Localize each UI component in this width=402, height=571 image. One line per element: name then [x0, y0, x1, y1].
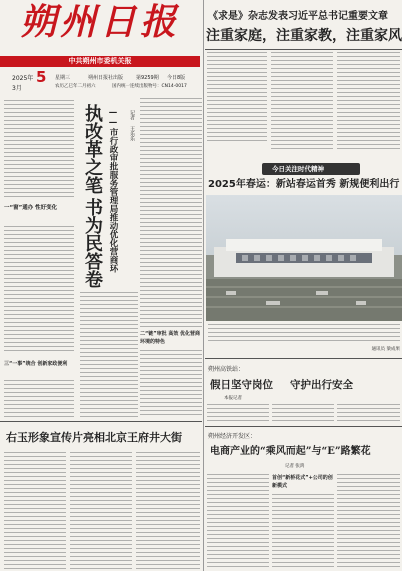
station-kicker: 朔州高铁站： [208, 366, 245, 373]
station-photo [206, 195, 402, 321]
feature-byline: 记者 王乐乐 [129, 110, 135, 141]
photo-credit: 通讯员 梁成果 [371, 347, 400, 352]
lead-body-col-1 [207, 52, 267, 144]
center-column-divider [203, 0, 204, 571]
station-photo-svg [206, 195, 402, 321]
newspaper-title: 朔州日报 [20, 2, 181, 42]
bottom-right-body-col-2 [272, 494, 334, 570]
masthead [0, 0, 200, 95]
feature-headline-1: 执改革之笔 [82, 104, 103, 194]
feature-body-col-1b [4, 226, 74, 354]
lead-rule [205, 49, 402, 50]
station-byline: 本报记者 [224, 396, 242, 401]
banner-ribbon [262, 163, 360, 175]
feature-body-col-2 [140, 98, 202, 328]
bottom-left-headline: 右玉形象宣传片亮相北京王府井大街 [6, 431, 182, 444]
station-body-col-3 [337, 404, 400, 422]
serial-number: 国内统一连续出版物号：CN14-0017 [112, 84, 187, 89]
bottom-left-body-col-3 [136, 452, 200, 570]
bottom-left-rule [0, 421, 202, 422]
bottom-right-section-label: 首创“新桥花式”+公司的创新模式 [272, 475, 333, 489]
page-count: 今日8版 [167, 75, 186, 81]
date-day: 5 [36, 69, 47, 85]
station-body-col-2 [272, 404, 334, 422]
feature-body-col-1c [4, 380, 74, 420]
photo-caption-lines [208, 324, 400, 344]
station-rule [205, 358, 402, 359]
feature-subhead: ——市行政审批服务管理局推动优化营商环 [108, 108, 118, 273]
lead-title: 《求是》杂志发表习近平总书记重要文章 [208, 11, 388, 22]
feature-body-col-3 [80, 292, 138, 418]
publisher: 朔州日报社出版 [88, 75, 124, 81]
subtitle-bar [0, 56, 200, 67]
lead-body-col-2 [271, 52, 333, 152]
bottom-left-body-col-2 [70, 452, 132, 570]
issue-number: 第9259期 [136, 75, 159, 81]
feature-headline-2: 书为民答卷 [82, 198, 103, 288]
date-year: 2025年 [12, 75, 34, 82]
section-label-2: 二“链”审批 高效 优化营商环境的特色 [140, 331, 201, 345]
weekday: 星期三 [55, 75, 71, 81]
bottom-right-body-col-1 [207, 474, 269, 570]
station-body-col-1 [207, 404, 269, 422]
station-headline-left: 假日坚守岗位 [210, 379, 273, 391]
bottom-right-kicker: 朔州经济开发区： [208, 433, 257, 440]
photo-headline: 2025年春运：新站春运首秀 新规便利出行 [208, 179, 400, 190]
banner-text: 今日关注时代精神 [272, 165, 324, 173]
bottom-right-headline: 电商产业的“乘风而起”与“E”路繁花 [210, 446, 371, 457]
lead-headline: 注重家庭，注重家教，注重家风 [206, 28, 402, 44]
section-label-3: 三“一事”统合 创新家政便利 [4, 361, 68, 367]
bottom-right-rule [205, 426, 402, 427]
lunar-date: 农历乙巳年二月初六 [55, 84, 96, 89]
lead-body-col-3 [337, 52, 400, 152]
station-headline-right: 守护出行安全 [290, 379, 353, 391]
newspaper-subtitle: 中共朔州市委机关报 [68, 57, 132, 65]
bottom-right-body-col-3 [337, 474, 400, 570]
section-label-1: 一“窗”通办 性好变化 [4, 205, 58, 211]
feature-body-col-1 [4, 100, 74, 200]
bottom-right-byline: 记者 张鸿 [285, 464, 305, 469]
bottom-left-body-col-1 [4, 452, 66, 570]
feature-body-col-2b [140, 350, 202, 418]
date-month: 3月 [12, 85, 22, 92]
